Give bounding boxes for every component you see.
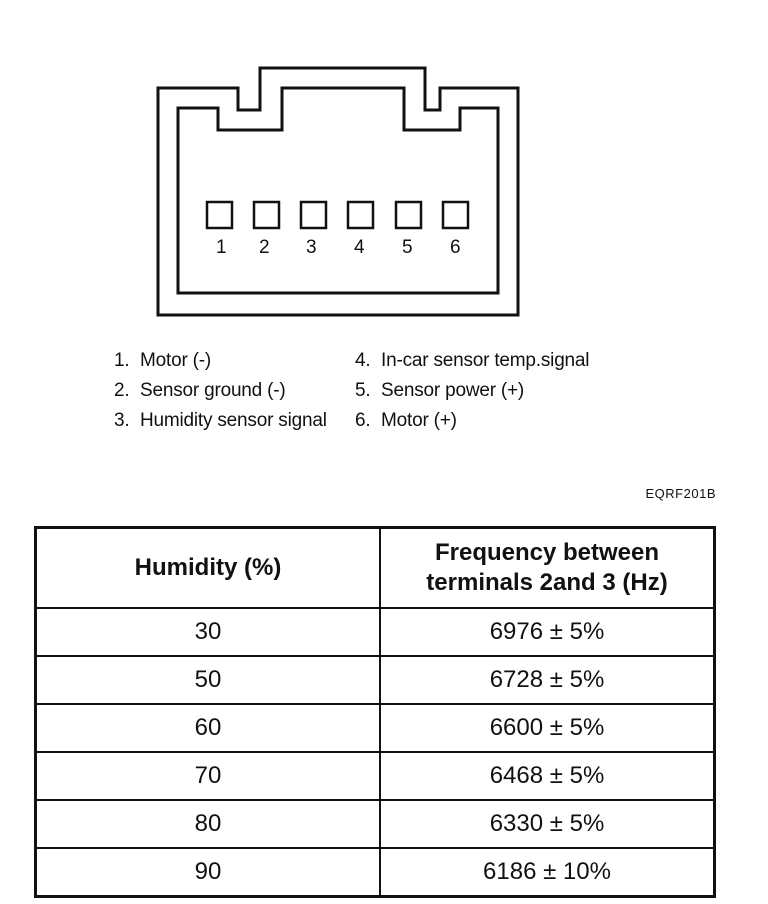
frequency-cell: 6330 ± 5% xyxy=(380,800,715,848)
table-row xyxy=(36,608,715,656)
pin-legend-right xyxy=(355,346,589,436)
legend-item: 5. Sensor power (+) xyxy=(355,380,525,401)
pin-terminal-4 xyxy=(348,202,373,228)
frequency-cell: 6600 ± 5% xyxy=(380,704,715,752)
header-humidity: Humidity (%) xyxy=(36,528,381,609)
connector-diagram xyxy=(0,0,768,340)
pin-terminal-2 xyxy=(254,202,279,228)
humidity-cell: 80 xyxy=(36,800,381,848)
pin-number-1: 1 xyxy=(216,237,227,258)
humidity-cell: 60 xyxy=(36,704,381,752)
humidity-cell: 70 xyxy=(36,752,381,800)
frequency-cell: 6976 ± 5% xyxy=(380,608,715,656)
legend-item: 3. Humidity sensor signal xyxy=(114,410,327,431)
table-row xyxy=(36,848,715,897)
frequency-cell: 6728 ± 5% xyxy=(380,656,715,704)
figure-code: EQRF201B xyxy=(645,486,716,501)
pin-terminal-3 xyxy=(301,202,326,228)
pin-number-2: 2 xyxy=(259,237,270,258)
table-header-row xyxy=(36,528,715,609)
pin-terminal-6 xyxy=(443,202,468,228)
table-row xyxy=(36,800,715,848)
pin-number-4: 4 xyxy=(354,237,365,258)
connector-outer-housing xyxy=(158,68,518,315)
pin-number-5: 5 xyxy=(402,237,413,258)
pin-terminal-1 xyxy=(207,202,232,228)
pin-number-3: 3 xyxy=(306,237,317,258)
legend-item: 6. Motor (+) xyxy=(355,410,457,431)
humidity-cell: 30 xyxy=(36,608,381,656)
frequency-cell: 6186 ± 10% xyxy=(380,848,715,897)
header-frequency: Frequency between terminals 2and 3 (Hz) xyxy=(380,528,715,609)
pin-number-6: 6 xyxy=(450,237,461,258)
humidity-cell: 50 xyxy=(36,656,381,704)
legend-item: 1. Motor (-) xyxy=(114,350,212,371)
pin-terminals xyxy=(207,202,468,228)
table-row xyxy=(36,704,715,752)
pin-legend-left xyxy=(114,346,327,436)
humidity-cell: 90 xyxy=(36,848,381,897)
pin-terminal-5 xyxy=(396,202,421,228)
frequency-cell: 6468 ± 5% xyxy=(380,752,715,800)
legend-item: 2. Sensor ground (-) xyxy=(114,380,286,401)
table-row xyxy=(36,752,715,800)
table-row xyxy=(36,656,715,704)
humidity-frequency-table xyxy=(34,526,716,898)
pin-numbers xyxy=(216,237,461,258)
legend-item: 4. In-car sensor temp.signal xyxy=(355,350,590,371)
connector-inner-housing xyxy=(178,88,498,293)
